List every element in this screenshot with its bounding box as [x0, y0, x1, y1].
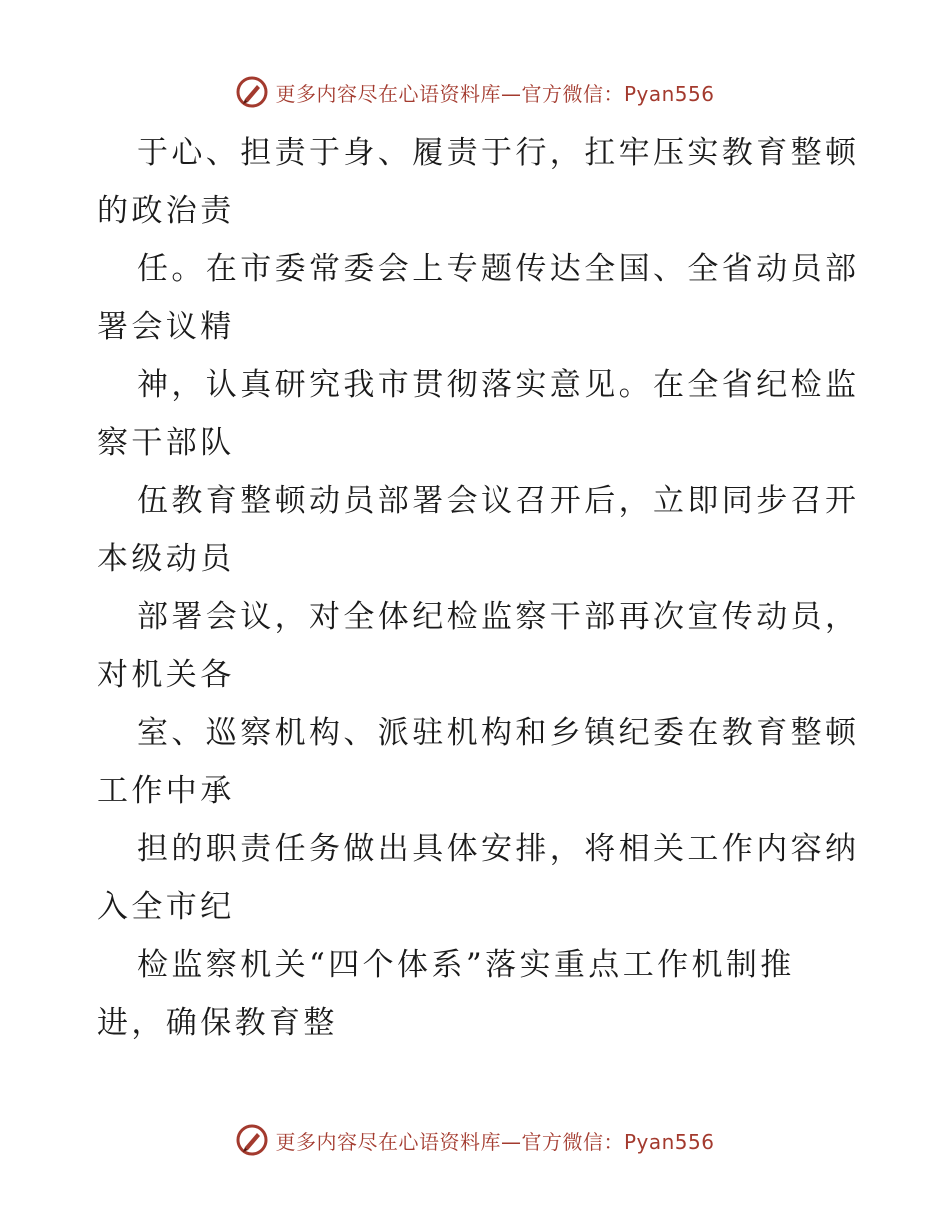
body-line: 对机关各 — [97, 657, 235, 693]
body-line: 担的职责任务做出具体安排，将相关工作内容纳 — [137, 831, 860, 867]
body-line: 工作中承 — [97, 773, 235, 809]
body-line: 室、巡察机构、派驻机构和乡镇纪委在教育整顿 — [137, 715, 860, 751]
footer-watermark — [0, 1120, 950, 1160]
body-line: 伍教育整顿动员部署会议召开后，立即同步召开 — [137, 483, 860, 519]
body-line: 署会议精 — [97, 309, 235, 345]
body-line: 察干部队 — [97, 425, 235, 461]
header-watermark-text: 更多内容尽在心语资料库—官方微信：Pyan556 — [275, 81, 715, 106]
body-line: 入全市纪 — [97, 889, 235, 925]
body-line: 部署会议，对全体纪检监察干部再次宣传动员， — [137, 599, 860, 635]
header-watermark — [0, 72, 950, 112]
pen-circle-logo-icon — [235, 1123, 269, 1157]
document-body — [97, 124, 860, 1052]
body-line: 于心、担责于身、履责于行，扛牢压实教育整顿 — [137, 135, 860, 171]
pen-circle-logo-icon — [235, 75, 269, 109]
body-line: 神，认真研究我市贯彻落实意见。在全省纪检监 — [137, 367, 860, 403]
footer-watermark-text: 更多内容尽在心语资料库—官方微信：Pyan556 — [275, 1129, 715, 1154]
body-line: 本级动员 — [97, 541, 235, 577]
body-line: 的政治责 — [97, 193, 235, 229]
body-line: 检监察机关“四个体系”落实重点工作机制推 — [137, 947, 795, 983]
body-line: 任。在市委常委会上专题传达全国、全省动员部 — [137, 251, 860, 287]
body-line: 进，确保教育整 — [97, 1005, 338, 1041]
